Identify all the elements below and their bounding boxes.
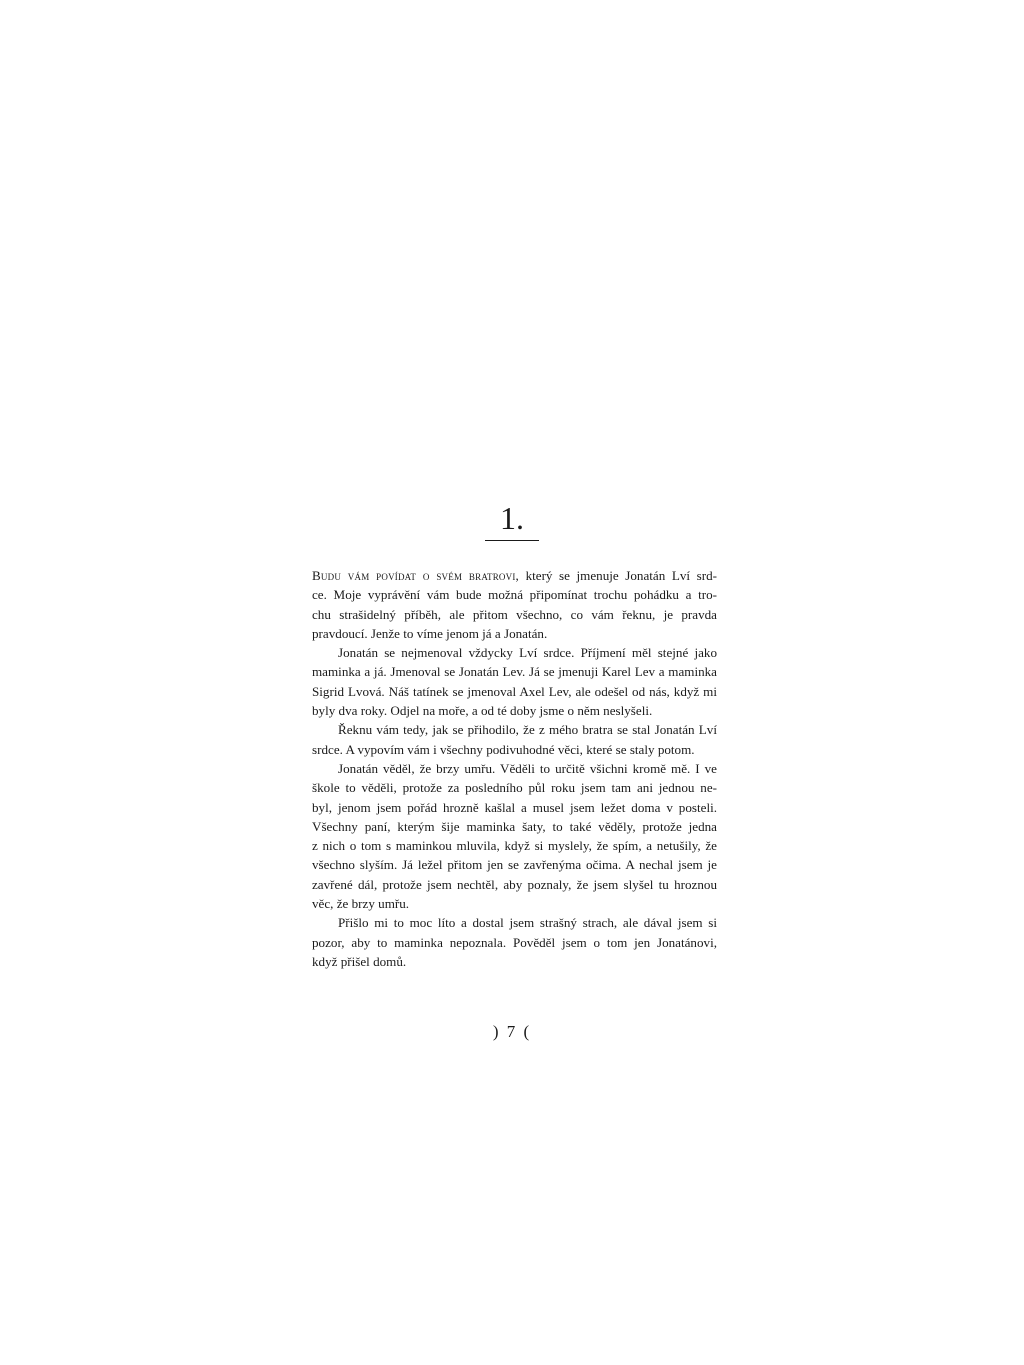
text-line: zavřené dál, protože jsem nechtěl, aby poznaly, že jsem slyšel tu hroznou bbox=[312, 876, 717, 892]
text-line: Přišlo mi to moc líto a dostal jsem strašný strach, ale dával jsem si bbox=[338, 915, 717, 931]
text-line: z nich o tom s maminkou mluvila, když si myslely, že spím, a netušily, že bbox=[312, 838, 717, 854]
text-line: byl, jenom jsem pořád hrozně kašlal a musel jsem ležet doma v posteli. bbox=[312, 799, 717, 815]
text-line: všechno slyším. Já ležel přitom jen se zavřenýma očima. A nechal jsem je bbox=[312, 857, 717, 873]
text-line-content: který se jmenuje Jonatán Lví srd- bbox=[519, 568, 717, 583]
body-text bbox=[312, 566, 717, 971]
text-line: pozor, aby to maminka nepoznala. Pověděl jsem o tom jen Jonatánovi, bbox=[312, 934, 717, 950]
chapter-number: 1. bbox=[500, 500, 524, 536]
text-line: pravdoucí. Jenže to víme jenom já a Jonatán. bbox=[312, 625, 548, 641]
text-line bbox=[312, 566, 717, 585]
text-line: byly dva roky. Odjel na moře, a od té doby jsme o něm neslyšeli. bbox=[312, 703, 653, 719]
text-line: když přišel domů. bbox=[312, 953, 407, 969]
text-line: Jonatán se nejmenoval vždycky Lví srdce. Příjmení měl stejné jako bbox=[338, 645, 717, 661]
text-line: ce. Moje vyprávění vám bude možná připomínat trochu pohádku a tro- bbox=[312, 587, 717, 603]
opening-small-caps: Budu vám povídat o svém bratrovi, bbox=[312, 568, 519, 583]
text-line: srdce. A vypovím vám i všechny podivuhodné věci, které se staly potom. bbox=[312, 741, 695, 757]
text-line: chu strašidelný příběh, ale přitom všechno, co vám řeknu, je pravda bbox=[312, 606, 717, 622]
chapter-rule bbox=[485, 540, 539, 541]
text-line: Sigrid Lvová. Náš tatínek se jmenoval Axel Lev, ale odešel od nás, když mi bbox=[312, 683, 717, 699]
page-number: ) 7 ( bbox=[492, 1022, 532, 1041]
text-line: škole to věděli, protože za posledního půl roku jsem tam ani jednou ne- bbox=[312, 780, 717, 796]
text-line: Řeknu vám tedy, jak se přihodilo, že z mého bratra se stal Jonatán Lví bbox=[338, 722, 717, 738]
text-line: Všechny paní, kterým šije maminka šaty, to také věděly, protože jedna bbox=[312, 818, 717, 834]
text-line: maminka a já. Jmenoval se Jonatán Lev. Já se jmenuji Karel Lev a maminka bbox=[312, 664, 717, 680]
text-line: věc, že brzy umřu. bbox=[312, 896, 410, 912]
text-line: Jonatán věděl, že brzy umřu. Věděli to určitě všichni kromě mě. I ve bbox=[338, 760, 717, 776]
